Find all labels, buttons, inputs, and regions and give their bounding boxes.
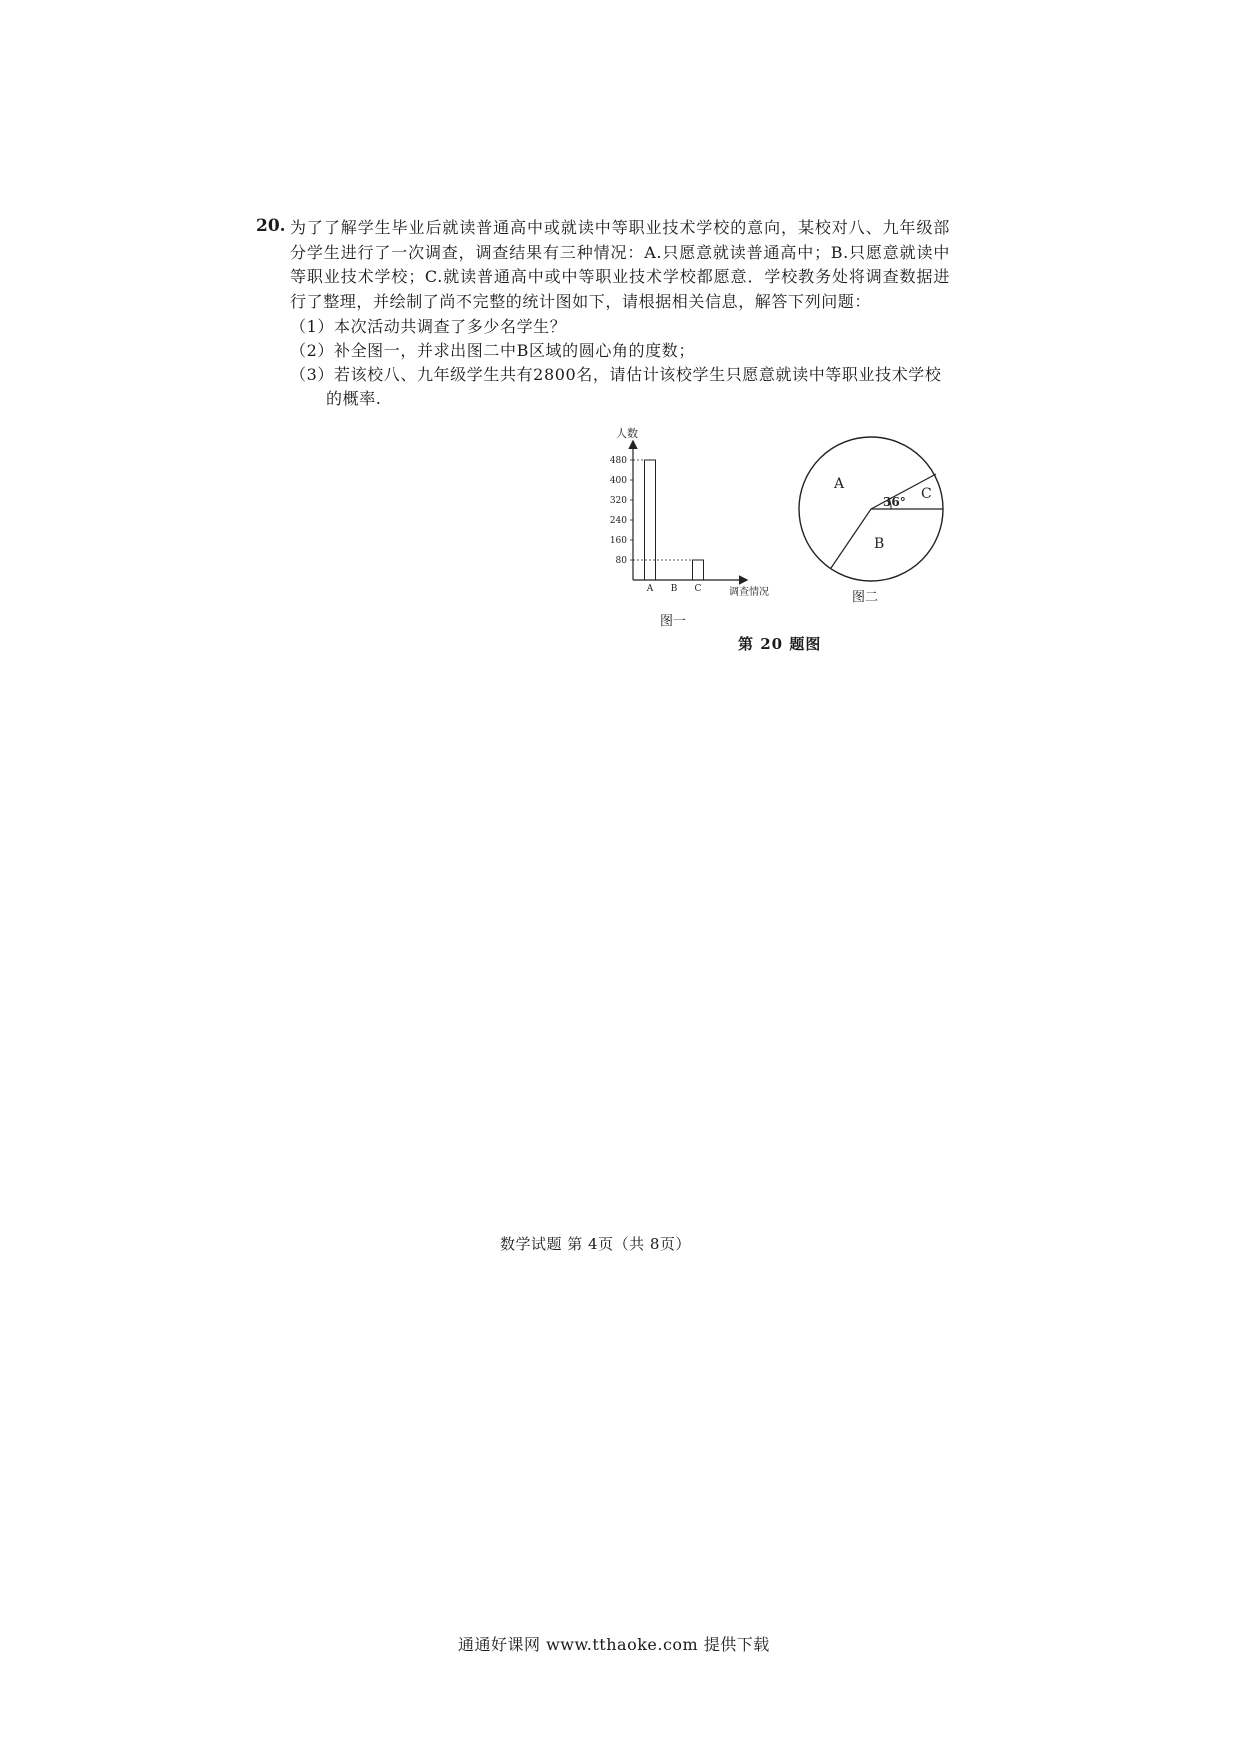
question-part-3: （3）若该校八、九年级学生共有2800名，请估计该校学生只愿意就读中等职业技术学校 [290, 365, 942, 384]
y-tick-label-320: 320 [609, 496, 627, 506]
bar-A [645, 460, 656, 580]
y-tick-label-480: 480 [609, 456, 627, 466]
y-ticks [610, 456, 633, 566]
angle-annotation: 36° [883, 495, 906, 509]
y-tick-label-400: 400 [609, 476, 627, 486]
figure-main-caption: 第 20 题图 [738, 635, 822, 653]
question-intro: 为了了解学生毕业后就读普通高中或就读中等职业技术学校的意向，某校对八、九年级部分学生进行了一次调查，调查结果有三种情况：A.只愿意就读普通高中；B.只愿意就读中等职业技术学校；C.就读普通高中或中等职业技术学校都愿意．学校教务处将调查数据进行了整理，并绘制了尚不完整的统计图如下，请根据相关信息，解答下列问题： [290, 218, 950, 311]
y-tick-label-80: 80 [615, 556, 627, 566]
question-part-1: （1）本次活动共调查了多少名学生？ [290, 317, 567, 336]
figure-2-caption: 图二 [852, 590, 879, 605]
slice-label-a: A [834, 476, 845, 492]
y-tick-label-160: 160 [609, 536, 627, 546]
x-axis-label: 调查情况 [729, 587, 769, 598]
pie-chart [788, 428, 968, 608]
x-ticks [646, 584, 702, 594]
question-number: 20. [256, 216, 286, 236]
y-tick-label-240: 240 [609, 516, 627, 526]
bar-chart [596, 420, 796, 640]
slice-label-c: C [921, 486, 932, 502]
x-tick-label-C: C [694, 584, 702, 594]
figure-1-caption: 图一 [660, 614, 687, 629]
x-tick-label-A: A [646, 584, 654, 594]
bars [633, 460, 704, 580]
question-part-2: （2）补全图一，并求出图二中B区域的圆心角的度数； [290, 341, 695, 360]
page-footer: 数学试题 第 4页（共 8页） [500, 1235, 691, 1253]
x-tick-label-B: B [670, 584, 678, 594]
site-footer: 通通好课网 www.tthaoke.com 提供下载 [458, 1635, 770, 1654]
pie-divider-bottom [831, 509, 871, 568]
question-part-3-cont: 的概率. [326, 389, 382, 408]
y-axis-label: 人数 [616, 427, 638, 440]
slice-label-b: B [874, 536, 885, 552]
bar-C [693, 560, 704, 580]
